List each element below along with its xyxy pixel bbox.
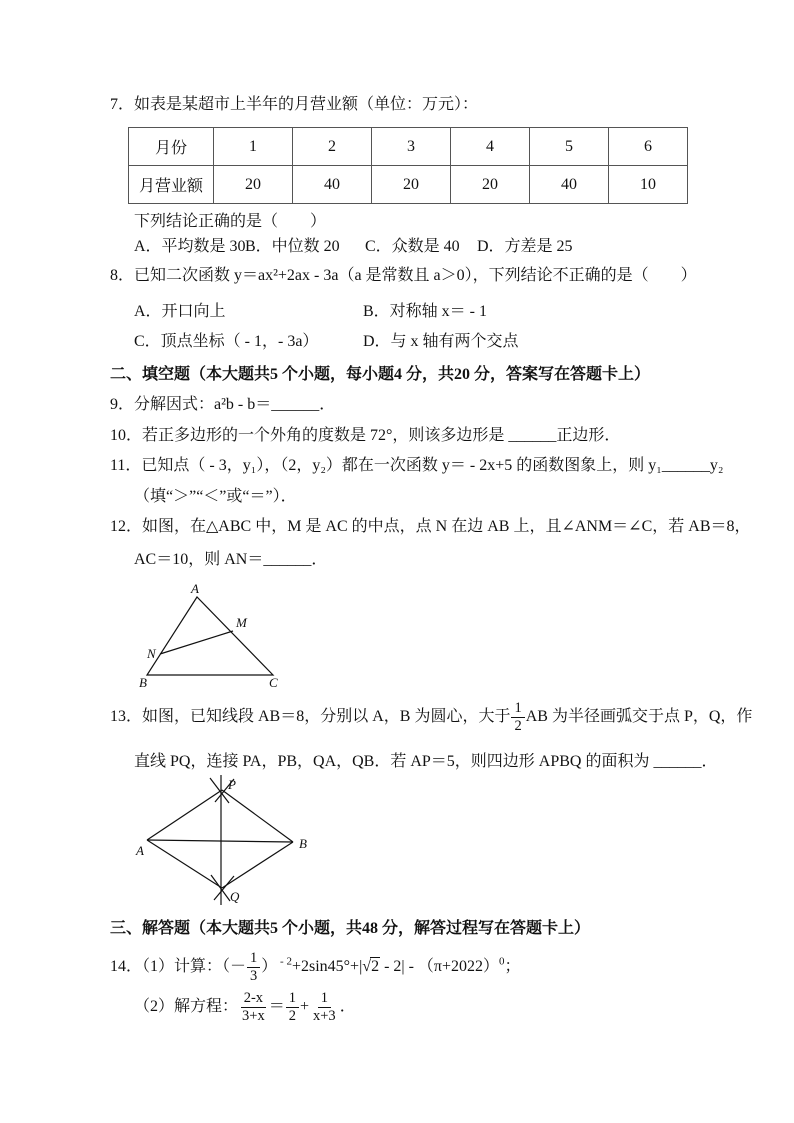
fraction-numerator: 1 bbox=[511, 700, 524, 718]
question-7-option-c: C．众数是 40 bbox=[365, 238, 460, 255]
fraction-numerator: 1 bbox=[286, 990, 299, 1008]
question-7-followup: 下列结论正确的是（ ） bbox=[134, 213, 327, 230]
fraction-denominator: 2 bbox=[288, 1007, 296, 1024]
fraction-one-half bbox=[511, 700, 524, 734]
fraction-2mx-over-3px bbox=[239, 990, 268, 1024]
fraction-one-third bbox=[247, 950, 260, 984]
question-7-table bbox=[128, 127, 688, 204]
question-8-option-a: A．开口向上 bbox=[134, 303, 226, 320]
table-cell: 1 bbox=[214, 128, 293, 166]
exponent-zero: 0 bbox=[499, 955, 505, 968]
question-12-line2: AC＝10，则 AN＝______． bbox=[134, 551, 328, 568]
question-14-part2 bbox=[134, 990, 356, 1024]
fraction-numerator: 2-x bbox=[241, 990, 266, 1008]
q14-1-close-paren: ） bbox=[261, 957, 278, 975]
point-label-q: Q bbox=[230, 889, 240, 904]
fraction-numerator: 1 bbox=[318, 990, 331, 1008]
q14-1-pre: 14．（1）计算：（－ bbox=[110, 957, 247, 975]
q14-2-equals: ＝ bbox=[268, 997, 285, 1015]
question-7-stem: 7．如表是某超市上半年的月营业额（单位：万元）： bbox=[110, 96, 479, 113]
fraction-numerator: 1 bbox=[247, 950, 260, 968]
segment-ab bbox=[147, 840, 293, 842]
segment-pa bbox=[147, 790, 222, 840]
vertex-label-a: A bbox=[136, 843, 144, 858]
question-13-line2: 直线 PQ，连接 PA，PB，QA，QB．若 AP＝5，则四边形 APBQ 的面积为 ______． bbox=[134, 753, 718, 770]
table-cell: 3 bbox=[372, 128, 451, 166]
fraction-denominator: 3 bbox=[250, 967, 258, 984]
fraction-one-over-xp3 bbox=[310, 990, 339, 1024]
question-11-line2: （填“＞”“＜”或“＝”）． bbox=[134, 488, 297, 505]
table-cell: 4 bbox=[451, 128, 530, 166]
vertex-label-c: C bbox=[269, 675, 278, 688]
question-7-option-b: B．中位数 20 bbox=[245, 238, 340, 255]
question-7-option-a: A．平均数是 30 bbox=[134, 238, 246, 255]
table-cell: 月营业额 bbox=[129, 166, 214, 204]
q14-1-end: ； bbox=[504, 957, 521, 975]
question-13-line1 bbox=[110, 700, 752, 734]
fraction-one-half bbox=[286, 990, 299, 1024]
q14-2-plus: + bbox=[299, 997, 309, 1015]
point-label-m: M bbox=[236, 615, 247, 630]
table-cell: 6 bbox=[609, 128, 688, 166]
section-3-heading: 三、解答题（本大题共5 个小题，共48 分，解答过程写在答题卡上） bbox=[110, 920, 591, 937]
fraction-denominator: x+3 bbox=[313, 1007, 336, 1024]
question-9: 9．分解因式：a²b - b＝______． bbox=[110, 396, 336, 413]
table-cell: 20 bbox=[372, 166, 451, 204]
segment-qb bbox=[222, 842, 293, 888]
fraction-denominator: 3+x bbox=[242, 1007, 265, 1024]
segment-pb bbox=[222, 790, 293, 842]
triangle-figure bbox=[130, 583, 290, 688]
question-8-stem: 8．已知二次函数 y＝ax²+2ax - 3a（a 是常数且 a＞0），下列结论不正确的是（ ） bbox=[110, 267, 697, 284]
table-row bbox=[129, 128, 688, 166]
question-11-line1: 11．已知点（ - 3，y₁），（2，y₂）都在一次函数 y＝ - 2x+5 的函数图象上，则 y₁______y₂ bbox=[110, 457, 724, 474]
q14-2-end: ． bbox=[339, 997, 356, 1015]
point-label-n: N bbox=[147, 646, 156, 661]
q14-1-mid2: - 2| - （π+2022） bbox=[380, 957, 500, 975]
q13-text-pre: 13．如图，已知线段 AB＝8，分别以 A，B 为圆心，大于 bbox=[110, 707, 511, 725]
table-cell: 2 bbox=[293, 128, 372, 166]
vertex-label-b: B bbox=[299, 836, 307, 851]
section-2-heading: 二、填空题（本大题共5 个小题，每小题4 分，共20 分，答案写在答题卡上） bbox=[110, 366, 651, 383]
vertex-label-a: A bbox=[191, 583, 199, 596]
q14-1-mid: +2sin45°+| bbox=[291, 957, 363, 975]
table-cell: 20 bbox=[214, 166, 293, 204]
question-12-line1: 12．如图，在△ABC 中，M 是 AC 的中点，点 N 在边 AB 上，且∠ANM＝∠C，若 AB＝8， bbox=[110, 518, 751, 535]
table-cell: 月份 bbox=[129, 128, 214, 166]
fraction-denominator: 2 bbox=[514, 717, 522, 734]
question-8-option-b: B．对称轴 x＝ - 1 bbox=[363, 303, 488, 320]
question-8-option-d: D．与 x 轴有两个交点 bbox=[363, 333, 519, 350]
q14-2-pre: （2）解方程： bbox=[134, 997, 239, 1015]
question-14-part1 bbox=[110, 950, 521, 984]
radical-icon: √ bbox=[362, 957, 371, 975]
table-cell: 40 bbox=[293, 166, 372, 204]
radical-argument: 2 bbox=[371, 957, 380, 975]
table-cell: 20 bbox=[451, 166, 530, 204]
triangle-abc bbox=[147, 597, 273, 675]
exponent-neg2: - 2 bbox=[277, 955, 292, 968]
question-8-option-c: C．顶点坐标（ - 1，- 3a） bbox=[134, 333, 319, 350]
table-cell: 40 bbox=[530, 166, 609, 204]
point-label-p: P bbox=[228, 777, 236, 792]
table-cell: 5 bbox=[530, 128, 609, 166]
segment-qa bbox=[147, 840, 222, 888]
q13-text-post: AB 为半径画弧交于点 P，Q，作 bbox=[525, 707, 753, 725]
question-7-option-d: D．方差是 25 bbox=[477, 238, 573, 255]
table-row bbox=[129, 166, 688, 204]
vertex-label-b: B bbox=[139, 675, 147, 688]
arc-tick-p1 bbox=[210, 778, 229, 803]
segment-nm bbox=[160, 631, 233, 654]
table-cell: 10 bbox=[609, 166, 688, 204]
question-10: 10．若正多边形的一个外角的度数是 72°，则该多边形是 ______正边形． bbox=[110, 427, 621, 444]
kite-figure bbox=[120, 775, 340, 905]
